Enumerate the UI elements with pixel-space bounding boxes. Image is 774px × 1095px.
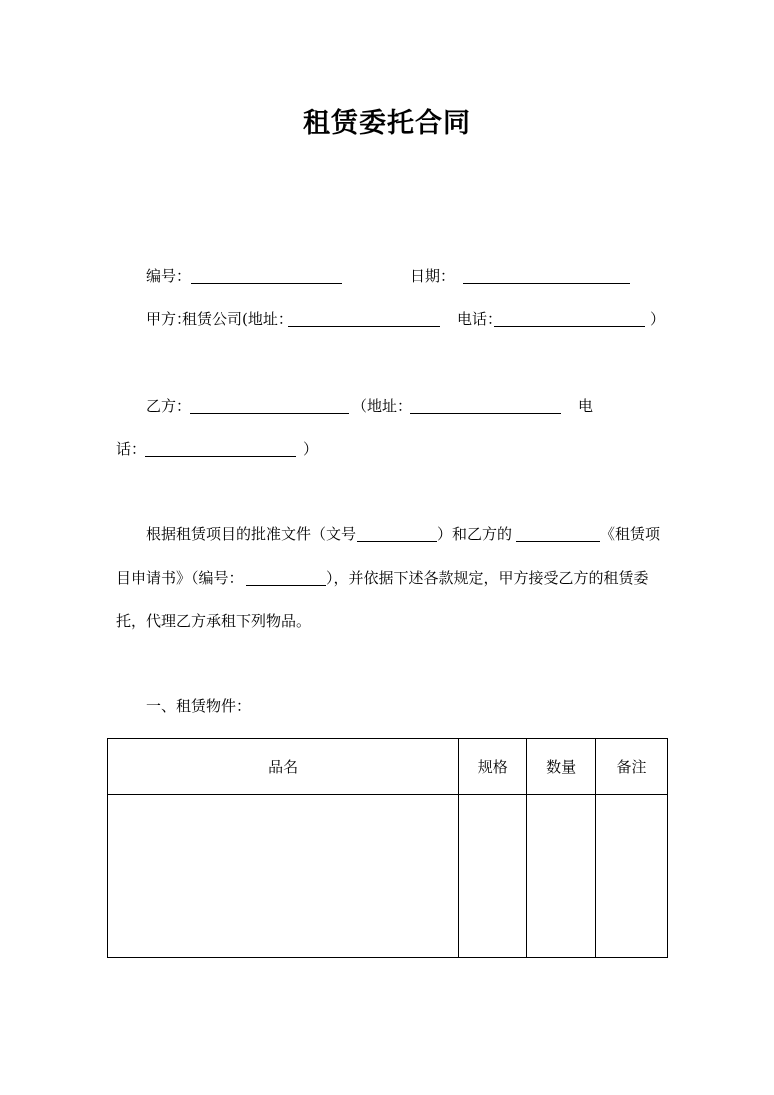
party-b-name-field[interactable]: [190, 413, 349, 414]
number-field[interactable]: [191, 283, 342, 284]
party-a-phone-label: 电话：: [457, 310, 503, 328]
paragraph-seg5: ），并依据下述各款规定，甲方接受乙方的租赁委: [326, 569, 649, 587]
party-b-phone-field[interactable]: [145, 456, 296, 457]
section-heading-lease-items: 一、租赁物件：: [146, 697, 252, 715]
party-b-address-label: （地址：: [352, 397, 413, 415]
approval-doc-number-field[interactable]: [357, 541, 437, 542]
table-row: [108, 795, 668, 958]
cell-spec[interactable]: [459, 795, 527, 958]
party-a-name: 租赁公司: [182, 310, 243, 328]
paragraph-seg1: 根据租赁项目的批准文件（文号: [146, 525, 357, 543]
paragraph-seg6: 托，代理乙方承租下列物品。: [116, 612, 312, 630]
party-b-address-field[interactable]: [410, 413, 561, 414]
column-header-item-name: 品名: [108, 739, 459, 795]
party-a-close-paren: ）: [650, 310, 666, 328]
document-title: 租赁委托合同: [303, 108, 471, 139]
table-header-row: [108, 739, 668, 795]
date-label: 日期：: [410, 267, 456, 285]
party-a-phone-field[interactable]: [494, 326, 645, 327]
cell-item-name[interactable]: [108, 795, 459, 958]
application-number-field[interactable]: [246, 585, 326, 586]
date-field[interactable]: [463, 283, 630, 284]
party-b-doc-field[interactable]: [516, 541, 600, 542]
party-b-phone-label-part2: 话：: [116, 440, 147, 458]
party-b-label: 乙方：: [146, 397, 192, 415]
column-header-quantity: 数量: [527, 739, 596, 795]
lease-items-table: [107, 738, 668, 958]
column-header-notes: 备注: [596, 739, 668, 795]
party-a-address-field[interactable]: [288, 326, 440, 327]
party-a-address-label: (地址：: [242, 310, 293, 328]
party-b-phone-label-part1: 电: [578, 397, 594, 415]
cell-quantity[interactable]: [527, 795, 596, 958]
party-a-label: 甲方：: [146, 310, 192, 328]
paragraph-seg2: ）和乙方的: [437, 525, 513, 543]
party-b-close-paren: ）: [303, 440, 319, 458]
column-header-spec: 规格: [459, 739, 527, 795]
number-label: 编号：: [146, 267, 192, 285]
paragraph-seg3: 《租赁项: [600, 525, 661, 543]
cell-notes[interactable]: [596, 795, 668, 958]
paragraph-seg4: 目申请书》（编号：: [116, 569, 244, 587]
